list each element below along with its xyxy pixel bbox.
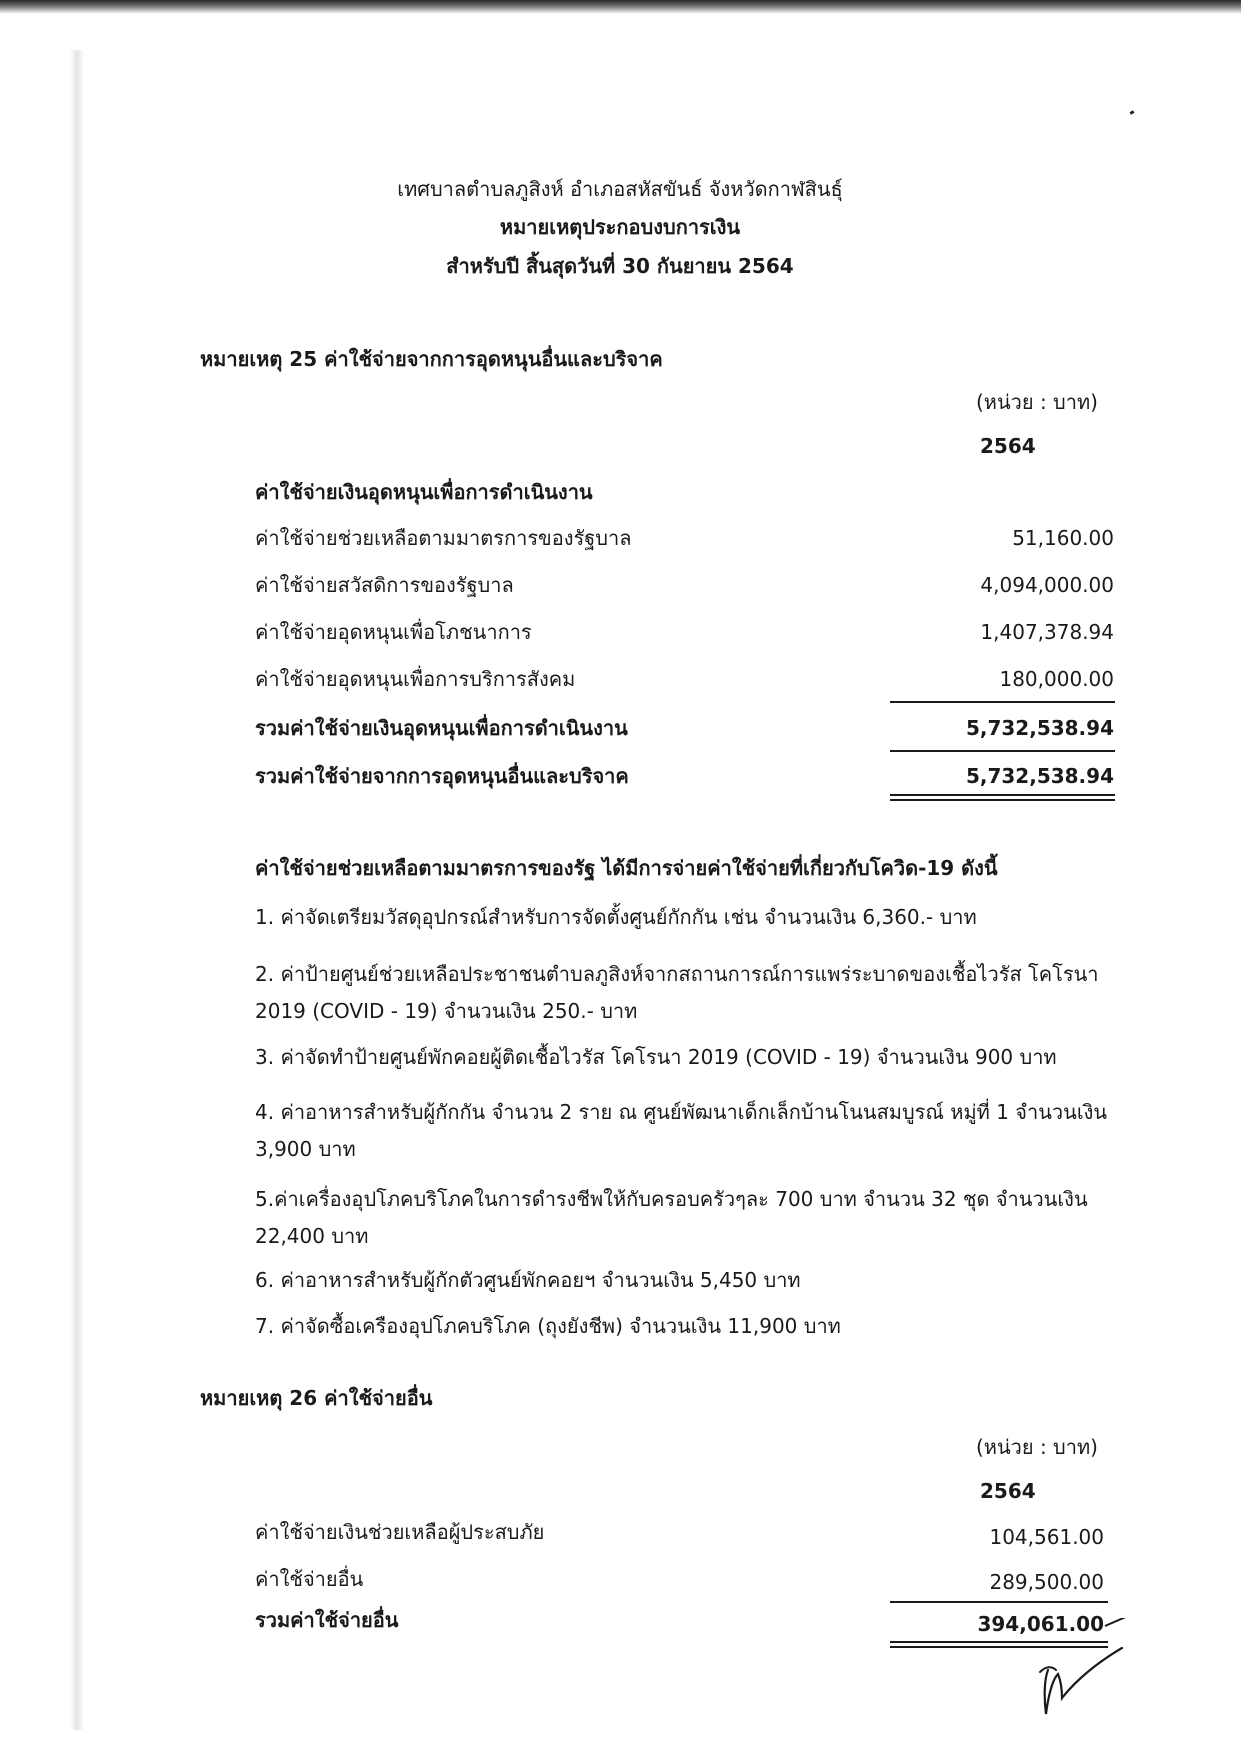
- note25-year: 2564: [980, 434, 1036, 458]
- scan-speck: [1130, 110, 1135, 115]
- note25-row-amount: 1,407,378.94: [980, 620, 1114, 644]
- header-title: หมายเหตุประกอบงบการเงิน: [499, 215, 741, 239]
- covid-item: 1. ค่าจัดเตรียมวัสดุอุปกรณ์สำหรับการจัดตั้งศูนย์กักกัน เช่น จำนวนเงิน 6,360.- บาท: [255, 905, 977, 929]
- header-org: เทศบาลตำบลภูสิงห์ อำเภอสหัสขันธ์ จังหวัดกาฬสินธุ์: [397, 177, 843, 201]
- note25-row-amount: 4,094,000.00: [980, 573, 1114, 597]
- note25-row-label: ค่าใช้จ่ายสวัสดิการของรัฐบาล: [255, 573, 514, 597]
- note26-unit: (หน่วย : บาท): [976, 1435, 1098, 1459]
- note25-subtotal-amount: 5,732,538.94: [965, 716, 1114, 740]
- note25-row-label: ค่าใช้จ่ายช่วยเหลือตามมาตรการของรัฐบาล: [255, 526, 632, 550]
- covid-item: 2. ค่าป้ายศูนย์ช่วยเหลือประชาชนตำบลภูสิงห์จากสถานการณ์การแพร่ระบาดของเชื้อไวรัส โคโรนา: [255, 962, 1099, 986]
- covid-item: 7. ค่าจัดซื้อเครืองอุปโภคบริโภค (ถุงยังชีพ) จำนวนเงิน 11,900 บาท: [255, 1314, 841, 1338]
- note25-group-heading: ค่าใช้จ่ายเงินอุดหนุนเพื่อการดำเนินงาน: [255, 480, 593, 504]
- scan-left-shadow: [70, 50, 84, 1730]
- covid-item-cont: 22,400 บาท: [255, 1224, 369, 1248]
- note26-year: 2564: [980, 1479, 1036, 1503]
- note25-row-amount: 51,160.00: [1012, 526, 1114, 550]
- note26-row-amount: 104,561.00: [989, 1525, 1104, 1549]
- total-double-rule-1: [890, 794, 1115, 796]
- note26-row-label: ค่าใช้จ่ายอื่น: [255, 1567, 364, 1591]
- header-period: สำหรับปี สิ้นสุดวันที่ 30 กันยายน 2564: [446, 254, 794, 278]
- note25-title: หมายเหตุ 25 ค่าใช้จ่ายจากการอุดหนุนอื่นและบริจาค: [200, 347, 663, 371]
- handwritten-initials: [1000, 1618, 1140, 1728]
- total-double-rule-2: [890, 799, 1115, 801]
- note26-row-label: ค่าใช้จ่ายเงินช่วยเหลือผู้ประสบภัย: [255, 1520, 545, 1544]
- covid-item-cont: 2019 (COVID - 19) จำนวนเงิน 250.- บาท: [255, 999, 638, 1023]
- note26-total-label: รวมค่าใช้จ่ายอื่น: [255, 1608, 399, 1632]
- note25-subtotal-label: รวมค่าใช้จ่ายเงินอุดหนุนเพื่อการดำเนินงาน: [255, 716, 628, 740]
- note26-row-amount: 289,500.00: [989, 1570, 1104, 1594]
- note25-row-label: ค่าใช้จ่ายอุดหนุนเพื่อโภชนาการ: [255, 620, 532, 644]
- note25-row-label: ค่าใช้จ่ายอุดหนุนเพื่อการบริการสังคม: [255, 667, 576, 691]
- note25-total-label: รวมค่าใช้จ่ายจากการอุดหนุนอื่นและบริจาค: [255, 764, 629, 788]
- subtotal-rule: [890, 701, 1115, 703]
- note26-subtotal-rule: [890, 1601, 1108, 1603]
- covid-item: 5.ค่าเครื่องอุปโภคบริโภคในการดำรงชีพให้กับครอบครัวๆละ 700 บาท จำนวน 32 ชุด จำนวนเงิน: [255, 1187, 1088, 1211]
- note25-row-amount: 180,000.00: [999, 667, 1114, 691]
- covid-item: 6. ค่าอาหารสำหรับผู้กักตัวศูนย์พักคอยฯ จำนวนเงิน 5,450 บาท: [255, 1268, 801, 1292]
- note25-unit: (หน่วย : บาท): [976, 390, 1098, 414]
- total-rule-top: [890, 750, 1115, 752]
- covid-heading: ค่าใช้จ่ายช่วยเหลือตามมาตรการของรัฐ ได้มีการจ่ายค่าใช้จ่ายที่เกี่ยวกับโควิด-19 ดังนี้: [255, 856, 998, 880]
- scan-top-edge: [0, 0, 1241, 14]
- note25-total-amount: 5,732,538.94: [965, 764, 1114, 788]
- note26-title: หมายเหตุ 26 ค่าใช้จ่ายอื่น: [200, 1386, 433, 1410]
- covid-item-cont: 3,900 บาท: [255, 1137, 356, 1161]
- covid-item: 3. ค่าจัดทำป้ายศูนย์พักคอยผู้ติดเชื้อไวรัส โคโรนา 2019 (COVID - 19) จำนวนเงิน 900 บาท: [255, 1045, 1057, 1069]
- covid-item: 4. ค่าอาหารสำหรับผู้กักกัน จำนวน 2 ราย ณ ศูนย์พัฒนาเด็กเล็กบ้านโนนสมบูรณ์ หมู่ที่ 1 จำนวนเงิน: [255, 1100, 1108, 1124]
- note26-total-amount: 394,061.00: [977, 1612, 1104, 1636]
